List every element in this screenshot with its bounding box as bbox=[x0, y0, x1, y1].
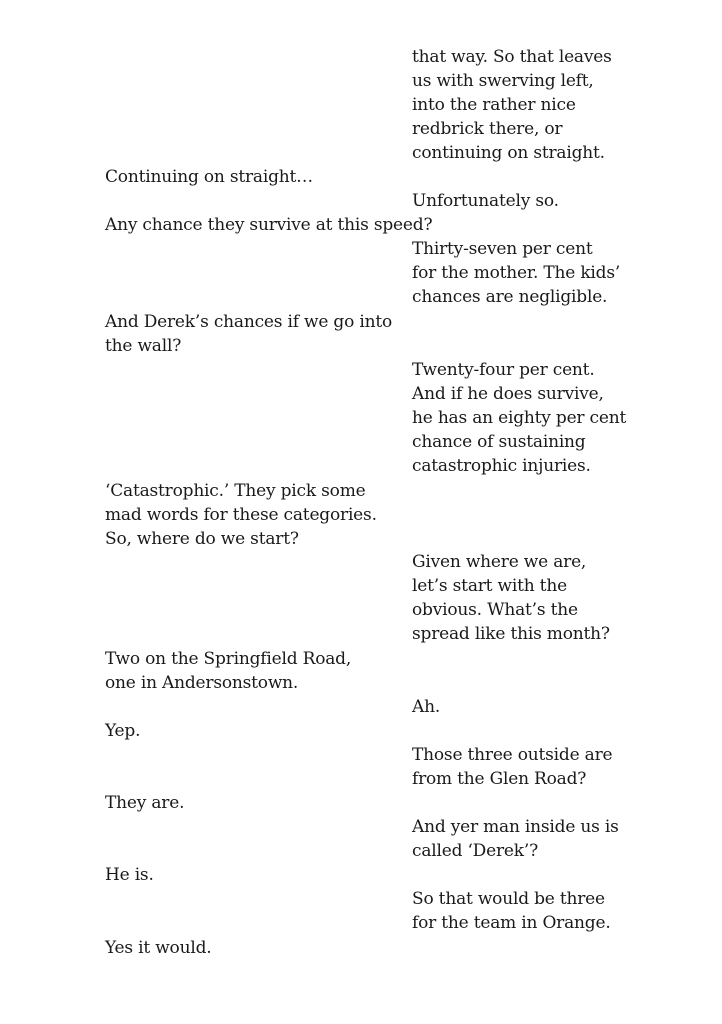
dialogue-line: Given where we are, bbox=[412, 552, 587, 572]
dialogue-line: catastrophic injuries. bbox=[412, 456, 591, 476]
dialogue-line: Unfortunately so. bbox=[412, 191, 559, 211]
dialogue-line: And if he does survive, bbox=[412, 384, 604, 404]
dialogue-line: chance of sustaining bbox=[412, 432, 586, 452]
dialogue-line: the wall? bbox=[105, 336, 182, 356]
dialogue-line: let’s start with the bbox=[412, 576, 567, 596]
dialogue-line: into the rather nice bbox=[412, 95, 576, 115]
dialogue-line: Yep. bbox=[105, 721, 141, 741]
dialogue-line: continuing on straight. bbox=[412, 143, 605, 163]
dialogue-line: And Derek’s chances if we go into bbox=[105, 312, 393, 332]
dialogue-line: for the team in Orange. bbox=[412, 913, 611, 933]
dialogue-line: Thirty-seven per cent bbox=[412, 239, 593, 259]
dialogue-line: Any chance they survive at this speed? bbox=[105, 215, 433, 235]
dialogue-line: Continuing on straight… bbox=[105, 167, 313, 187]
dialogue-line: redbrick there, or bbox=[412, 119, 563, 139]
dialogue-line: spread like this month? bbox=[412, 624, 610, 644]
dialogue-line: Ah. bbox=[412, 697, 441, 717]
dialogue-line: They are. bbox=[105, 793, 185, 813]
dialogue-line: called ‘Derek’? bbox=[412, 841, 538, 861]
dialogue-line: mad words for these categories. bbox=[105, 505, 377, 525]
dialogue-line: for the mother. The kids’ bbox=[412, 263, 621, 283]
dialogue-line: So, where do we start? bbox=[105, 529, 299, 549]
dialogue-line: he has an eighty per cent bbox=[412, 408, 627, 428]
dialogue-line: Twenty-four per cent. bbox=[412, 360, 595, 380]
dialogue-line: chances are negligible. bbox=[412, 287, 608, 307]
dialogue-line: Yes it would. bbox=[105, 938, 212, 958]
dialogue-line: obvious. What’s the bbox=[412, 600, 578, 620]
dialogue-line: And yer man inside us is bbox=[412, 817, 619, 837]
dialogue-line: that way. So that leaves bbox=[412, 47, 612, 67]
dialogue-line: Those three outside are bbox=[412, 745, 613, 765]
dialogue-line: Two on the Springfield Road, bbox=[105, 649, 352, 669]
dialogue-line: He is. bbox=[105, 865, 154, 885]
dialogue-line: So that would be three bbox=[412, 889, 605, 909]
dialogue-line: us with swerving left, bbox=[412, 71, 594, 91]
dialogue-line: ‘Catastrophic.’ They pick some bbox=[105, 481, 366, 501]
dialogue-line: from the Glen Road? bbox=[412, 769, 587, 789]
dialogue-line: one in Andersonstown. bbox=[105, 673, 299, 693]
